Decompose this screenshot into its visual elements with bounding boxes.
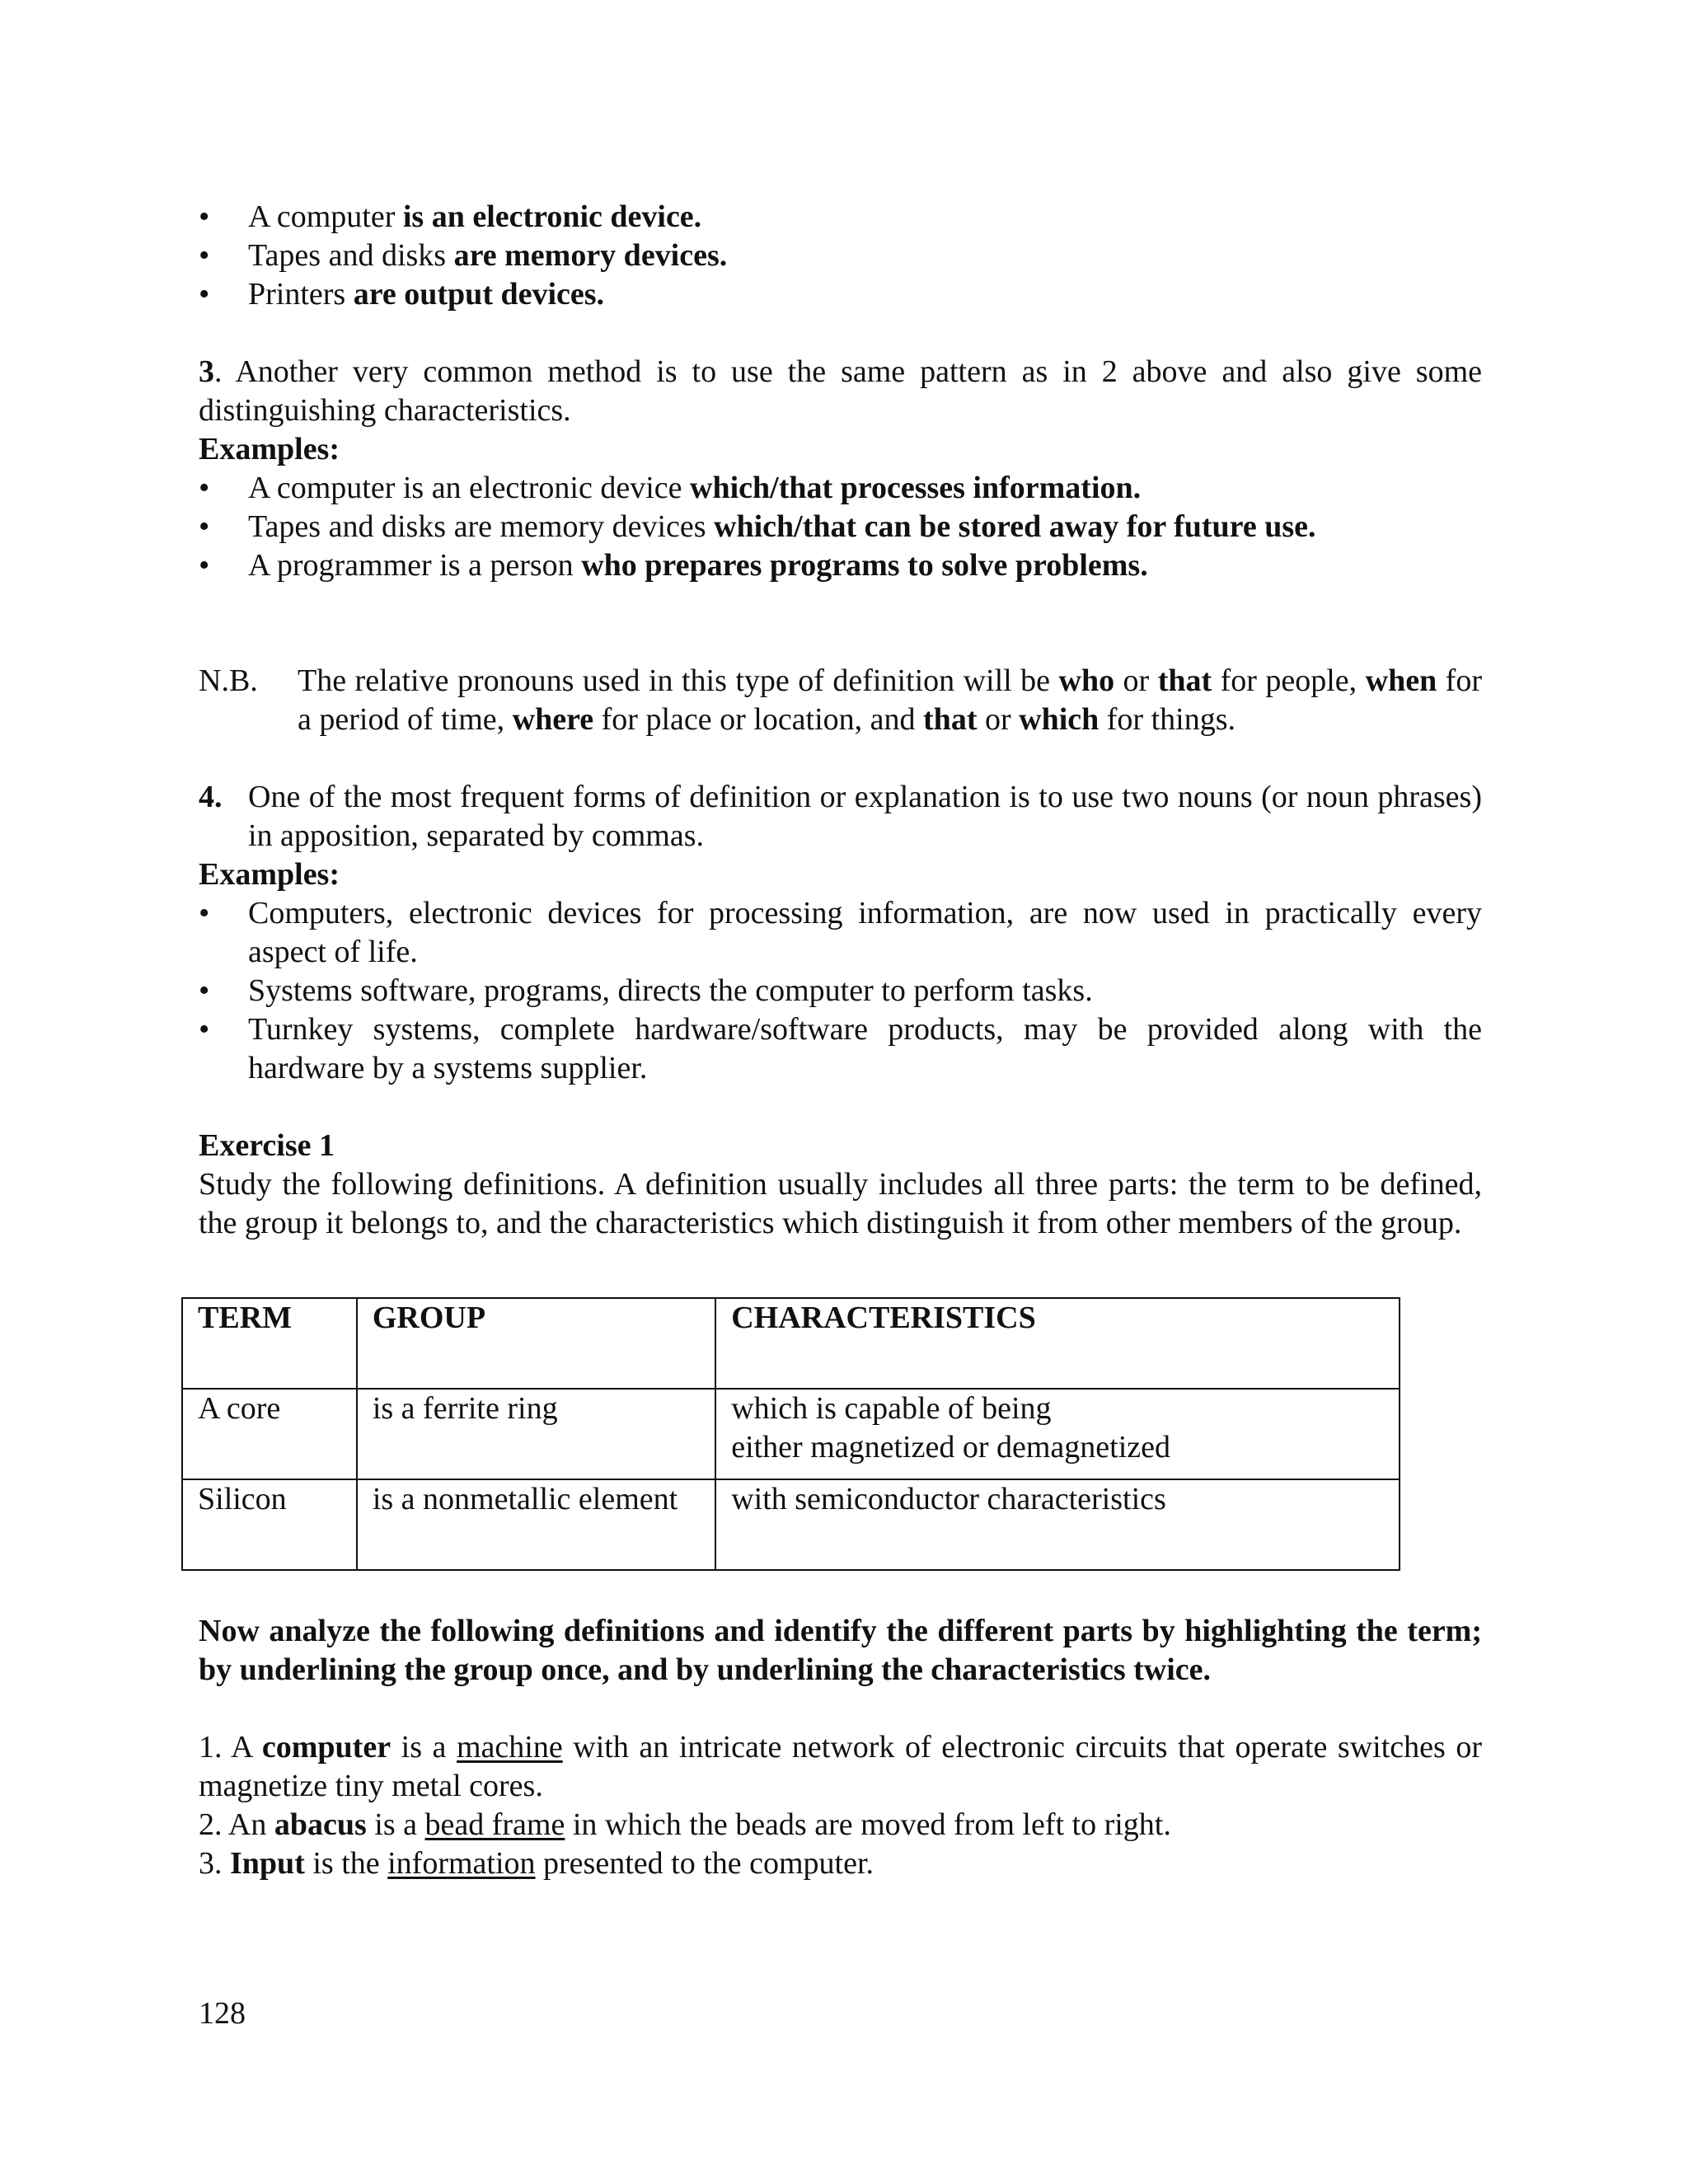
- section-3-example-list: [199, 469, 1482, 585]
- header-group: GROUP: [357, 1298, 715, 1389]
- analyze-instruction: Now analyze the following definitions and identify the different parts by highlighting the term; by underlining the group once, and by underlining the characteristics twice.: [199, 1614, 1482, 1687]
- definition-item: 2. An abacus is a bead frame in which the beads are moved from left to right.: [199, 1807, 1171, 1842]
- list-item: • A computer is an electronic device.: [199, 198, 1482, 237]
- page-number: 128: [199, 1996, 246, 2031]
- cell-term: Silicon: [182, 1479, 357, 1570]
- examples-label: Examples:: [199, 857, 340, 892]
- nb-label: N.B.: [199, 663, 258, 698]
- list-item: • Turnkey systems, complete hardware/software products, may be provided along with the hardware by a systems supplier.: [199, 1010, 1482, 1088]
- section-3-paragraph: 3. Another very common method is to use the same pattern as in 2 above and also give some distinguishing characteristics.: [199, 354, 1482, 428]
- list-item: • Systems software, programs, directs the computer to perform tasks.: [199, 972, 1482, 1010]
- cell-characteristics: which is capable of being either magnetized or demagnetized: [715, 1389, 1400, 1479]
- header-term: TERM: [182, 1298, 357, 1389]
- cell-group: is a ferrite ring: [357, 1389, 715, 1479]
- header-characteristics: CHARACTERISTICS: [715, 1298, 1400, 1389]
- cell-group: is a nonmetallic element: [357, 1479, 715, 1570]
- cell-term: A core: [182, 1389, 357, 1479]
- list-item: • Printers are output devices.: [199, 275, 1482, 314]
- list-item: • A computer is an electronic device which/that processes information.: [199, 469, 1482, 508]
- list-item: • Tapes and disks are memory devices which/that can be stored away for future use.: [199, 508, 1482, 546]
- list-item: • Tapes and disks are memory devices.: [199, 237, 1482, 275]
- definition-item: 1. A computer is a machine with an intricate network of electronic circuits that operate switches or magnetize tiny metal cores.: [199, 1730, 1482, 1803]
- table-row: [182, 1479, 1400, 1570]
- section-4-paragraph: 4. One of the most frequent forms of definition or explanation is to use two nouns (or noun phrases) in apposition, separated by commas.: [199, 780, 1482, 853]
- exercise-instructions: Study the following definitions. A definition usually includes all three parts: the term to be defined, the group it belongs to, and the characteristics which distinguish it from other members of the group.: [199, 1167, 1482, 1240]
- nota-bene-note: [199, 662, 1482, 739]
- exercise-title: Exercise 1: [199, 1128, 335, 1163]
- list-item: • A programmer is a person who prepares programs to solve problems.: [199, 546, 1482, 585]
- examples-label: Examples:: [199, 432, 340, 466]
- table-header-row: [182, 1298, 1400, 1389]
- list-item: • Computers, electronic devices for processing information, are now used in practically every aspect of life.: [199, 894, 1482, 972]
- cell-characteristics: with semiconductor characteristics: [715, 1479, 1400, 1570]
- table-row: [182, 1389, 1400, 1479]
- definitions-table: [181, 1297, 1400, 1571]
- section-4-example-list: [199, 894, 1482, 1088]
- intro-bullet-list: [199, 198, 1482, 314]
- definition-item: 3. Input is the information presented to the computer.: [199, 1846, 874, 1881]
- nb-text: The relative pronouns used in this type of definition will be who or that for people, when for a period of time, where for place or location, and that or which for things.: [298, 663, 1482, 737]
